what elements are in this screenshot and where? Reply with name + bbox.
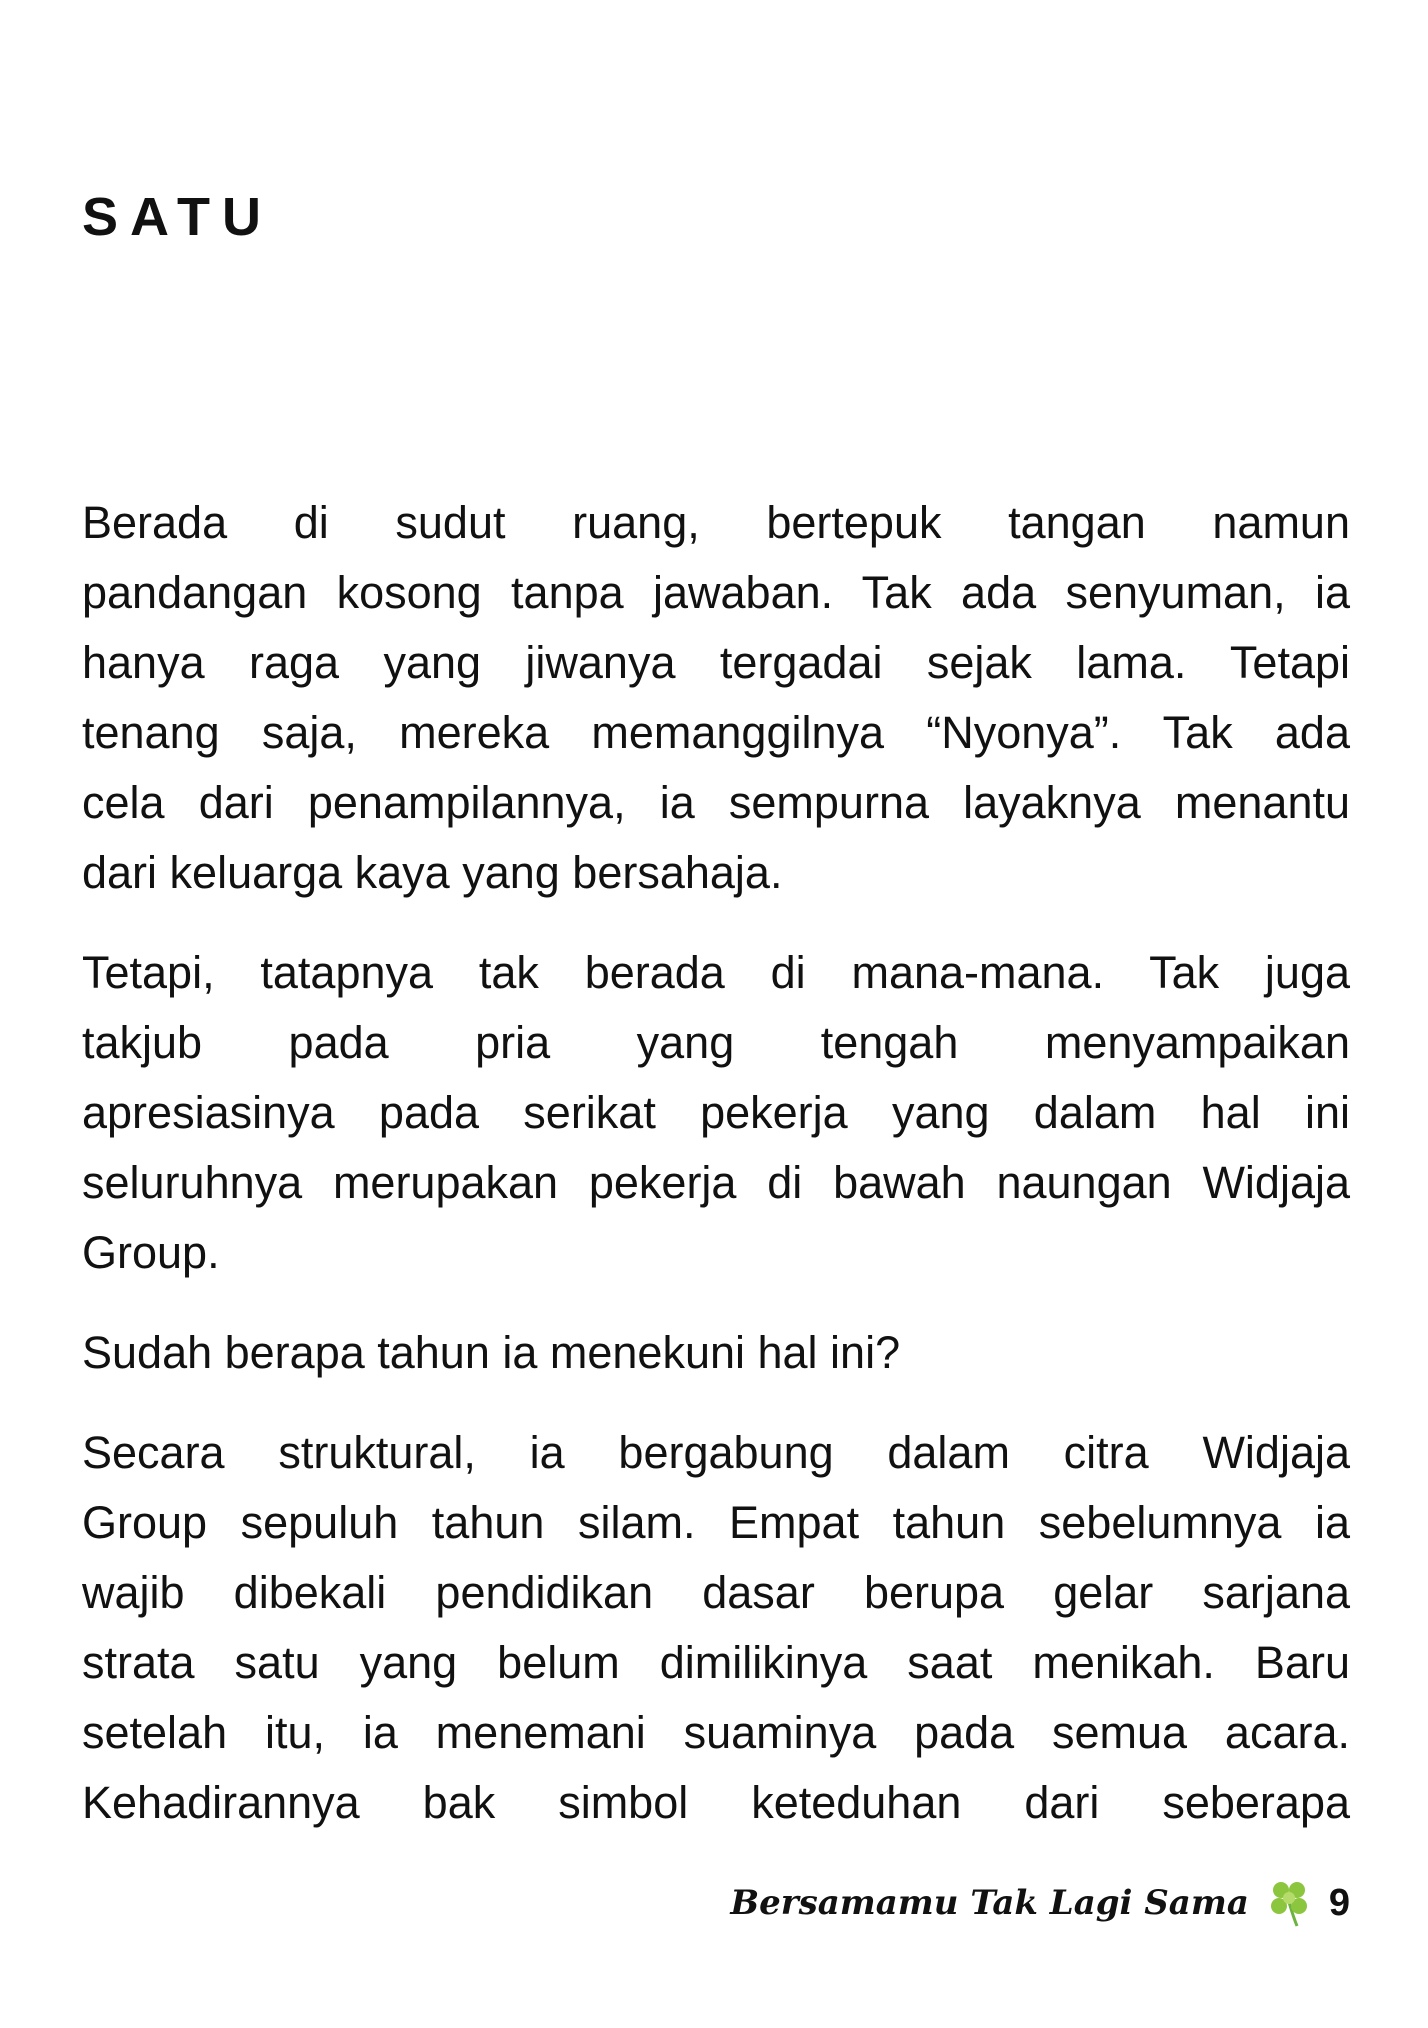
text-line: hanya raga yang jiwanya tergadai sejak lama. Tetapi [82,637,1350,688]
text-line: Tetapi, tatapnya tak berada di mana-mana. Tak juga [82,947,1350,998]
page-number: 9 [1328,1881,1350,1924]
text-line: Sudah berapa tahun ia menekuni hal ini? [82,1327,901,1378]
paragraph [82,938,1350,1288]
text-line: apresiasinya pada serikat pekerja yang dalam hal ini [82,1087,1350,1138]
text-line: Group. [82,1227,220,1278]
text-line: Kehadirannya bak simbol keteduhan dari seberapa [82,1777,1350,1828]
book-title: Bersamamu Tak Lagi Sama [730,1883,1249,1923]
text-line: dari keluarga kaya yang bersahaja. [82,847,783,898]
page-footer [730,1878,1350,1928]
text-line: Berada di sudut ruang, bertepuk tangan namun [82,497,1350,548]
text-line: setelah itu, ia menemani suaminya pada semua acara. [82,1707,1350,1758]
chapter-title: SATU [82,187,273,247]
text-line: takjub pada pria yang tengah menyampaikan [82,1017,1350,1068]
text-line: wajib dibekali pendidikan dasar berupa gelar sarjana [82,1567,1350,1618]
text-line: cela dari penampilannya, ia sempurna layaknya menantu [82,777,1350,828]
paragraph [82,1418,1350,1838]
text-line: Group sepuluh tahun silam. Empat tahun sebelumnya ia [82,1497,1350,1548]
text-line: strata satu yang belum dimilikinya saat menikah. Baru [82,1637,1350,1688]
paragraph [82,1318,1350,1388]
text-line: seluruhnya merupakan pekerja di bawah naungan Widjaja [82,1157,1350,1208]
four-leaf-clover-icon [1267,1878,1311,1928]
body-text [82,488,1350,1868]
text-line: tenang saja, mereka memanggilnya “Nyonya”. Tak ada [82,707,1350,758]
paragraph [82,488,1350,908]
text-line: Secara struktural, ia bergabung dalam citra Widjaja [82,1427,1350,1478]
text-line: pandangan kosong tanpa jawaban. Tak ada senyuman, ia [82,567,1350,618]
